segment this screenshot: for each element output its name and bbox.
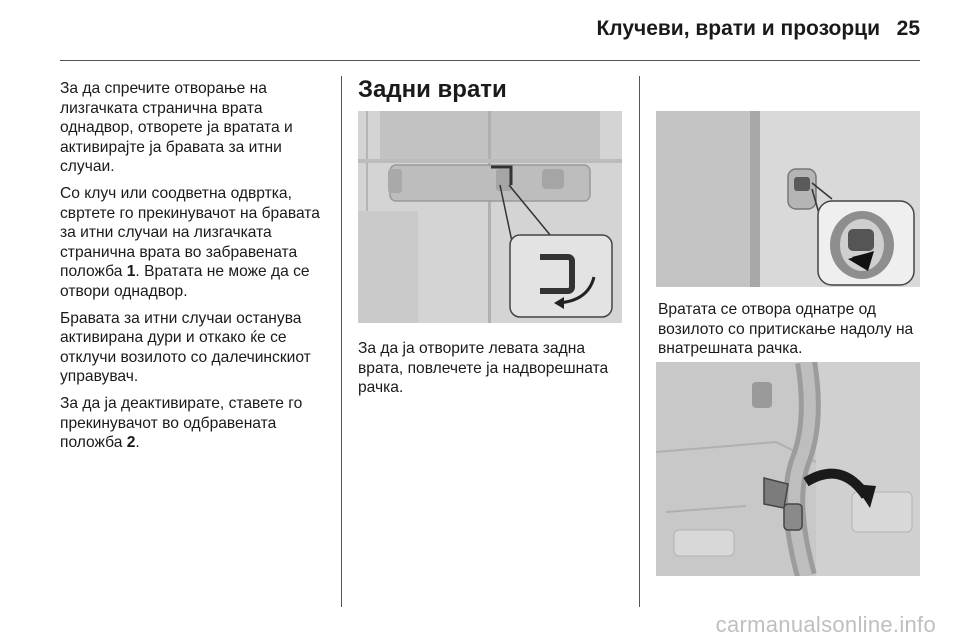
paragraph-4-end: .	[135, 434, 140, 452]
paragraph-4	[60, 394, 332, 453]
position-1-label: 1	[126, 263, 136, 281]
column-divider-left	[341, 76, 342, 607]
paragraph-3: Бравата за итни случаи останува активирана дури и откако ќе се отклучи возилото со далечинскиот управувач.	[60, 309, 311, 386]
column-2-text: За да ја отворите левата задна врата, повлечете ја надворешната рачка.	[358, 340, 609, 397]
column-divider-right	[639, 76, 640, 607]
position-2-label: 2	[126, 434, 136, 452]
inner-handle-illustration	[656, 111, 920, 287]
rear-door-illustration	[358, 111, 622, 323]
paragraph-2-text: Со клуч или соодветна одвртка, свртете го прекинувачот на бравата за итни случаи на лизгачката странична врата во забравената положба	[60, 184, 320, 281]
page-header-title: Клучеви, врати и прозорци	[596, 17, 880, 40]
interior-door-handle-illustration	[656, 362, 920, 576]
paragraph-1: За да спречите отворање на лизгачката странична врата однадвор, отворете ја вратата и активирајте ја бравата за итни случаи.	[60, 80, 293, 176]
paragraph-4-text: За да ја деактивирате, ставете го прекинувачот во одбравената положба	[60, 394, 303, 452]
paragraph-2-end: . Вратата не може да се отвори однадвор.	[60, 263, 310, 300]
header-divider	[60, 60, 920, 61]
column-1-text	[60, 79, 332, 460]
column-3-text: Вратата се отвора однатре од возилото со притискање надолу на внатрешната рачка.	[658, 301, 914, 358]
paragraph-2	[60, 184, 332, 302]
page-number: 25	[896, 17, 920, 40]
watermark: carmanualsonline.info	[715, 612, 936, 637]
section-title: Задни врати	[358, 76, 507, 103]
